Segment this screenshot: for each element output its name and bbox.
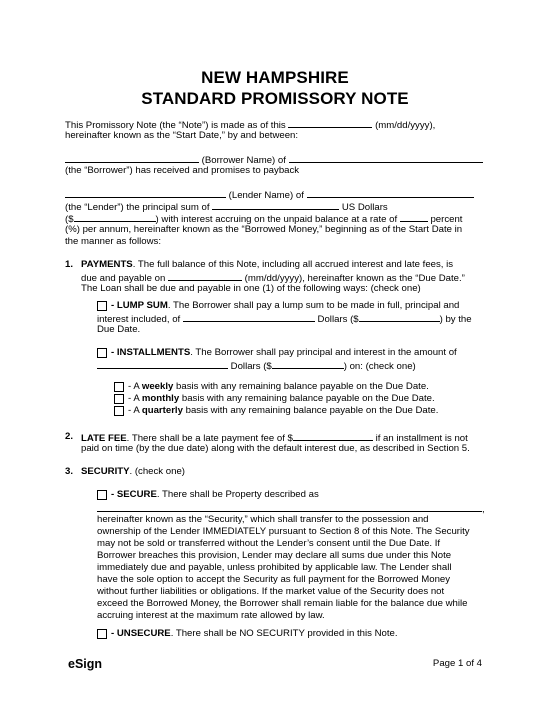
monthly-label: monthly (141, 393, 180, 404)
installments-line-1 (111, 347, 457, 359)
security-para-line-2: ownership of the Lender IMMEDIATELY pursuant to Section 8 of this Note. The Security (97, 526, 470, 537)
unsecure-line (111, 628, 398, 640)
installments-heading: - INSTALLMENTS (111, 347, 191, 358)
date-format-label: (mm/dd/yyyy), (375, 120, 436, 131)
esign-logo: eSign (68, 657, 103, 671)
due-date-label: due and payable on (81, 273, 166, 284)
lump-sum-line-2 (97, 312, 472, 326)
lender-name-blank[interactable] (65, 188, 226, 198)
weekly-option (128, 381, 429, 393)
security-para-line-1: hereinafter known as the “Security,” which shall transfer to the possession and (97, 514, 429, 525)
security-para-line-8: exceed the Borrowed Money, the Borrower shall remain liable for the balance due while (97, 598, 468, 609)
quarterly-label: quarterly (141, 405, 183, 416)
security-para-line-4: Borrower breaches this provision, Lender may declare all sums due under this Note (97, 550, 452, 561)
quarterly-option (128, 405, 438, 417)
lump-sum-line-3: Due Date. (97, 324, 141, 335)
installment-dollars-label: Dollars ($ (230, 361, 272, 372)
principal-words-blank[interactable] (212, 200, 339, 210)
section-1-line-3: The Loan shall be due and payable in one (1) of the following ways: (check one) (81, 283, 421, 294)
dollar-sign-label: ($ (65, 214, 74, 225)
lender-line-4: (%) per annum, hereinafter known as the “Borrowed Money,” beginning as of the Start Date in (65, 224, 463, 235)
security-para-line-5: immediately due and payable, unless prohibited by applicable law. The Lender shall (97, 562, 452, 573)
unsecure-heading: - UNSECURE (111, 628, 171, 639)
lender-name-label: (Lender Name) of (228, 190, 304, 201)
secure-checkbox[interactable] (97, 490, 107, 500)
late-fee-amount-blank[interactable] (293, 431, 373, 441)
weekly-prefix: - A (128, 381, 142, 392)
borrower-address-blank[interactable] (289, 153, 483, 163)
monthly-prefix: - A (128, 393, 142, 404)
section-1-line-1 (81, 259, 453, 271)
section-1-number: 1. (65, 259, 74, 270)
lump-sum-amount-label: interest included, of (97, 314, 181, 325)
intro-line-2: hereinafter known as the “Start Date,” by and between: (65, 130, 299, 141)
borrower-name-label: (Borrower Name) of (201, 155, 286, 166)
interest-rate-label: ) with interest accruing on the unpaid balance at a rate of (155, 214, 398, 225)
document-title-line-2: STANDARD PROMISSORY NOTE (141, 89, 409, 108)
monthly-option (128, 393, 435, 405)
page-number: Page 1 of 4 (432, 658, 482, 669)
borrower-name-blank[interactable] (65, 153, 199, 163)
late-fee-text: . There shall be a late payment fee of $ (126, 433, 293, 444)
security-para-line-9: accruing interest at the maximum rate allowed by law. (97, 610, 325, 621)
monthly-text: basis with any remaining balance payable on the Due Date. (179, 393, 435, 404)
installment-on-label: ) on: (check one) (343, 361, 416, 372)
lump-sum-words-blank[interactable] (183, 312, 315, 322)
quarterly-checkbox[interactable] (114, 406, 124, 416)
weekly-text: basis with any remaining balance payable on the Due Date. (173, 381, 429, 392)
principal-amount-blank[interactable] (74, 212, 156, 222)
installments-text: . The Borrower shall pay principal and interest in the amount of (190, 347, 457, 358)
installments-line-2 (97, 359, 416, 373)
late-fee-heading: LATE FEE (81, 433, 127, 444)
quarterly-text: basis with any remaining balance payable on the Due Date. (182, 405, 439, 416)
lump-sum-line-1 (111, 300, 459, 312)
unsecure-checkbox[interactable] (97, 629, 107, 639)
percent-label: percent (430, 214, 463, 225)
borrower-line-2: (the “Borrower”) has received and promises to payback (65, 165, 300, 176)
interest-rate-blank[interactable] (400, 212, 428, 222)
secure-line-1 (111, 489, 319, 501)
security-para-line-6: have the sole option to accept the Security as full payment for the Borrowed Money (97, 574, 451, 585)
security-para-line-7: without further liabilities or obligations. If the market value of the Security does not (97, 586, 445, 597)
property-comma: , (482, 504, 485, 515)
secure-heading: - SECURE (111, 489, 157, 500)
lump-sum-text: . The Borrower shall pay a lump sum to be made in full, principal and (167, 300, 460, 311)
payments-text: . The full balance of this Note, including all accrued interest and late fees, is (132, 259, 454, 270)
section-2-number: 2. (65, 431, 74, 442)
lump-sum-by-label: ) by the (439, 314, 472, 325)
monthly-checkbox[interactable] (114, 394, 124, 404)
security-text: . (check one) (129, 466, 185, 477)
start-date-blank[interactable] (288, 118, 372, 128)
weekly-label: weekly (141, 381, 174, 392)
late-fee-tail: if an installment is not (375, 433, 468, 444)
due-date-format-label: (mm/dd/yyyy), hereinafter known as the “Due Date.” (244, 273, 465, 284)
unsecure-text: . There shall be NO SECURITY provided in this Note. (170, 628, 398, 639)
section-2-line-2: paid on time (by the due date) along with the default interest due, as described in Section 5. (81, 443, 470, 454)
lump-sum-heading: - LUMP SUM (111, 300, 168, 311)
weekly-checkbox[interactable] (114, 382, 124, 392)
lump-sum-checkbox[interactable] (97, 301, 107, 311)
document-title-line-1: NEW HAMPSHIRE (201, 68, 349, 87)
installment-amount-blank[interactable] (272, 359, 344, 369)
section-3-line-1 (81, 466, 185, 478)
lump-sum-amount-blank[interactable] (359, 312, 440, 322)
us-dollars-label: US Dollars (341, 202, 388, 213)
section-3-number: 3. (65, 466, 74, 477)
installment-words-blank[interactable] (97, 359, 228, 369)
lender-line-5: the manner as follows: (65, 236, 161, 247)
due-date-blank[interactable] (168, 271, 242, 281)
quarterly-prefix: - A (128, 405, 142, 416)
payments-heading: PAYMENTS (81, 259, 133, 270)
security-heading: SECURITY (81, 466, 130, 477)
lender-address-blank[interactable] (307, 188, 474, 198)
property-description-blank[interactable] (97, 502, 482, 512)
principal-label: (the “Lender”) the principal sum of (65, 202, 210, 213)
intro-text: This Promissory Note (the “Note”) is made as of this (65, 120, 286, 131)
security-para-line-3: may not be sold or transferred without the Lender’s consent until the Due Date. If (97, 538, 441, 549)
installments-checkbox[interactable] (97, 348, 107, 358)
secure-text: . There shall be Property described as (156, 489, 319, 500)
lump-sum-dollars-label: Dollars ($ (317, 314, 359, 325)
